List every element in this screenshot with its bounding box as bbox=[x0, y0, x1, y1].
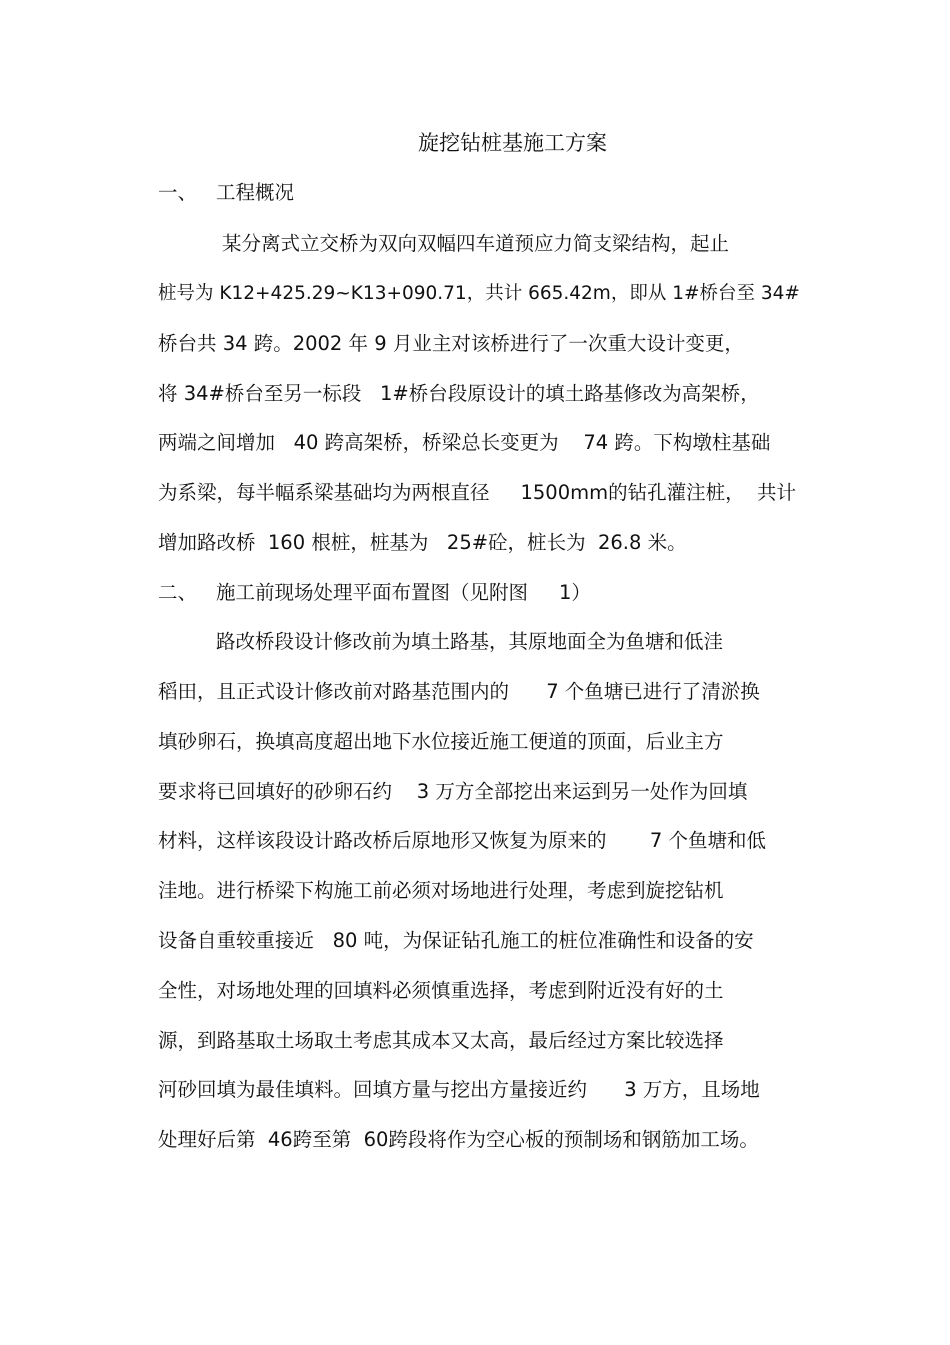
paragraph-line: 河砂回填为最佳填料。回填方量与挖出方量接近约 3 万方，且场地 bbox=[158, 1078, 760, 1101]
paragraph-line: 某分离式立交桥为双向双幅四车道预应力简支梁结构，起止 bbox=[222, 232, 730, 255]
paragraph-line: 要求将已回填好的砂卵石约 3 万方全部挖出来运到另一处作为回填 bbox=[158, 780, 748, 803]
paragraph-line: 处理好后第 46跨至第 60跨段将作为空心板的预制场和钢筋加工场。 bbox=[158, 1128, 759, 1151]
section-1-heading: 工程概况 bbox=[216, 181, 295, 204]
paragraph-line: 材料，这样该段设计路改桥后原地形又恢复为原来的 7 个鱼塘和低 bbox=[158, 829, 766, 852]
section-2-heading: 施工前现场处理平面布置图（见附图 1） bbox=[216, 581, 591, 604]
paragraph-line: 源，到路基取土场取土考虑其成本又太高，最后经过方案比较选择 bbox=[158, 1029, 724, 1052]
paragraph-line: 桥台共 34 跨。2002 年 9 月业主对该桥进行了一次重大设计变更， bbox=[158, 332, 744, 355]
paragraph-line: 增加路改桥 160 根桩，桩基为 25#砼，桩长为 26.8 米。 bbox=[158, 531, 687, 554]
paragraph-line: 设备自重较重接近 80 吨，为保证钻孔施工的桩位准确性和设备的安 bbox=[158, 929, 754, 952]
paragraph-line: 稻田，且正式设计修改前对路基范围内的 7 个鱼塘已进行了清淤换 bbox=[158, 680, 760, 703]
section-2-number: 二、 bbox=[158, 581, 198, 604]
document-title: 旋挖钻桩基施工方案 bbox=[418, 131, 607, 155]
paragraph-line: 将 34#桥台至另一标段 1#桥台段原设计的填土路基修改为高架桥， bbox=[158, 382, 760, 405]
paragraph-line: 两端之间增加 40 跨高架桥，桥梁总长变更为 74 跨。下构墩柱基础 bbox=[158, 431, 771, 454]
paragraph-line: 洼地。进行桥梁下构施工前必须对场地进行处理，考虑到旋挖钻机 bbox=[158, 879, 724, 902]
paragraph-line: 路改桥段设计修改前为填土路基，其原地面全为鱼塘和低洼 bbox=[216, 630, 724, 653]
paragraph-line: 填砂卵石，换填高度超出地下水位接近施工便道的顶面，后业主方 bbox=[158, 730, 724, 753]
paragraph-line: 桩号为 K12+425.29~K13+090.71，共计 665.42m，即从 1#桥台至 34# bbox=[158, 283, 800, 304]
section-1-number: 一、 bbox=[158, 181, 198, 204]
paragraph-line: 全性，对场地处理的回填料必须慎重选择，考虑到附近没有好的土 bbox=[158, 979, 724, 1002]
paragraph-line: 为系梁，每半幅系梁基础均为两根直径 1500mm的钻孔灌注桩， 共计 bbox=[158, 481, 797, 504]
